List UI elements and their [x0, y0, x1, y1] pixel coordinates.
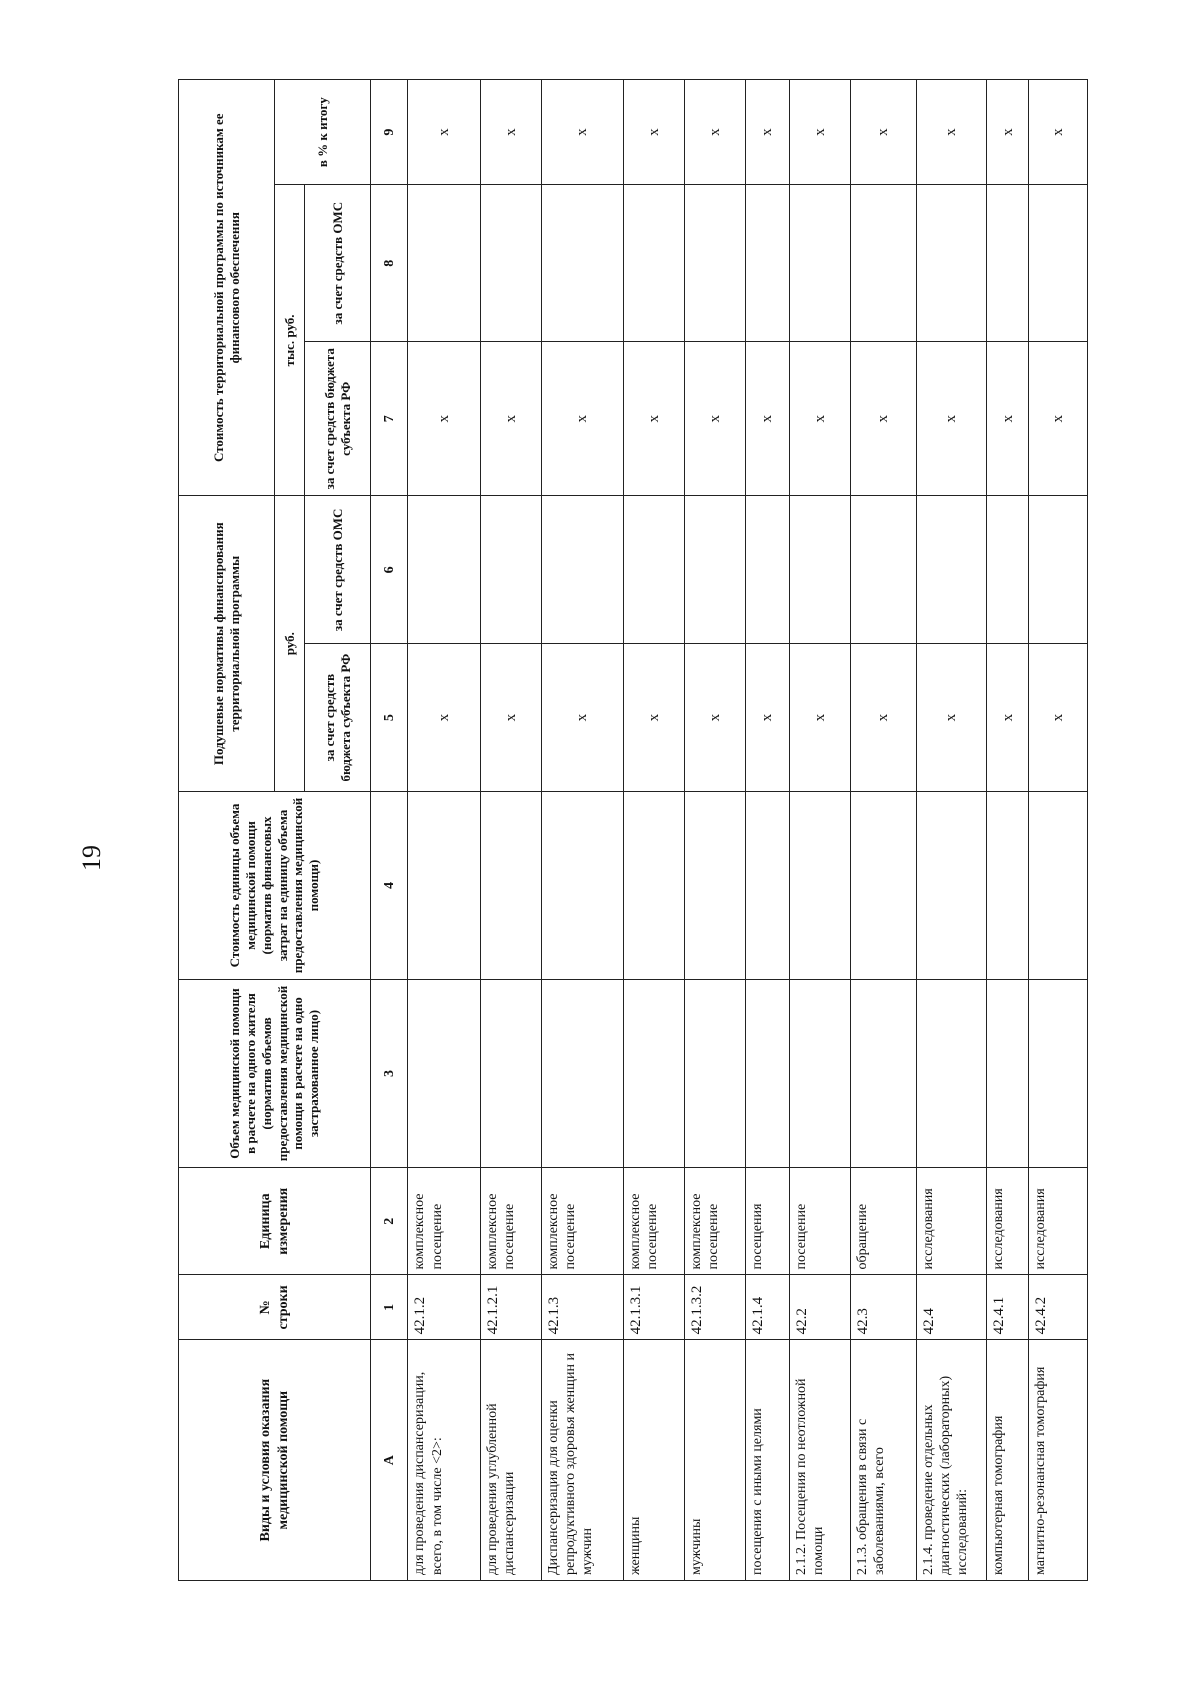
- table-row: [745, 80, 790, 1581]
- cell-col-7: х: [745, 342, 790, 496]
- row-label: для проведения углубленной диспансеризации: [481, 1340, 542, 1581]
- cell-col-8: [916, 185, 986, 342]
- cell-col-3: [481, 979, 542, 1167]
- cell-col-5: х: [408, 644, 481, 792]
- header-group-cost: Стоимость территориальной программы по источникам ее финансового обеспечения: [179, 80, 275, 496]
- cell-col-8: [542, 185, 624, 342]
- cell-col-7: х: [624, 342, 685, 496]
- cell-col-8: [684, 185, 745, 342]
- row-number: 42.1.3: [542, 1275, 624, 1340]
- header-norm-unit: руб.: [275, 496, 305, 791]
- cell-col-3: [624, 979, 685, 1167]
- cell-col-3: [987, 979, 1029, 1167]
- header-col-5: за счет средств бюджета субъекта РФ: [305, 644, 371, 792]
- cell-col-4: [542, 791, 624, 979]
- row-number: 42.4.2: [1029, 1275, 1088, 1340]
- cell-col-7: х: [987, 342, 1029, 496]
- row-number: 42.1.3.1: [624, 1275, 685, 1340]
- row-number: 42.1.4: [745, 1275, 790, 1340]
- cell-col-3: [745, 979, 790, 1167]
- row-unit: исследования: [1029, 1168, 1088, 1275]
- row-label: магнитно-резонансная томография: [1029, 1340, 1088, 1581]
- row-label: 2.1.2. Посещения по неотложной помощи: [790, 1340, 851, 1581]
- cell-col-5: х: [987, 644, 1029, 792]
- cell-col-9: х: [745, 80, 790, 185]
- cell-col-9: х: [684, 80, 745, 185]
- cell-col-9: х: [916, 80, 986, 185]
- col-number: 3: [371, 979, 408, 1167]
- row-label: 2.1.4. проведение отдельных диагностических (лабораторных) исследований:: [916, 1340, 986, 1581]
- cell-col-4: [481, 791, 542, 979]
- row-unit: комплексное посещение: [408, 1168, 481, 1275]
- cell-col-9: х: [1029, 80, 1088, 185]
- cell-col-4: [851, 791, 917, 979]
- header-col-2: Единица измерения: [179, 1168, 371, 1275]
- cell-col-6: [987, 496, 1029, 644]
- row-number: 42.4.1: [987, 1275, 1029, 1340]
- cell-col-7: х: [481, 342, 542, 496]
- cell-col-7: х: [1029, 342, 1088, 496]
- cell-col-8: [987, 185, 1029, 342]
- cell-col-4: [916, 791, 986, 979]
- header-col-8: за счет средств ОМС: [305, 185, 371, 342]
- cell-col-9: х: [481, 80, 542, 185]
- col-number: 6: [371, 496, 408, 644]
- row-label: посещения с иными целями: [745, 1340, 790, 1581]
- cell-col-3: [542, 979, 624, 1167]
- row-number: 42.3: [851, 1275, 917, 1340]
- row-unit: комплексное посещение: [624, 1168, 685, 1275]
- cell-col-7: х: [684, 342, 745, 496]
- cell-col-3: [408, 979, 481, 1167]
- cell-col-4: [1029, 791, 1088, 979]
- cell-col-7: х: [916, 342, 986, 496]
- cell-col-5: х: [481, 644, 542, 792]
- table-row: [481, 80, 542, 1581]
- cell-col-9: х: [624, 80, 685, 185]
- row-number: 42.1.2: [408, 1275, 481, 1340]
- cell-col-7: х: [542, 342, 624, 496]
- cell-col-6: [1029, 496, 1088, 644]
- cell-col-3: [1029, 979, 1088, 1167]
- table-row: [684, 80, 745, 1581]
- table-row: [624, 80, 685, 1581]
- table-row: [916, 80, 986, 1581]
- cell-col-5: х: [684, 644, 745, 792]
- cell-col-9: х: [790, 80, 851, 185]
- cell-col-6: [624, 496, 685, 644]
- cell-col-7: х: [408, 342, 481, 496]
- col-number: 2: [371, 1168, 408, 1275]
- cell-col-6: [408, 496, 481, 644]
- table-row: [851, 80, 917, 1581]
- row-label: мужчины: [684, 1340, 745, 1581]
- cell-col-9: х: [408, 80, 481, 185]
- header-col-1: № строки: [179, 1275, 371, 1340]
- cell-col-4: [790, 791, 851, 979]
- header-col-a: Виды и условия оказания медицинской помощи: [179, 1340, 371, 1581]
- cell-col-6: [481, 496, 542, 644]
- row-label: компьютерная томография: [987, 1340, 1029, 1581]
- cell-col-6: [745, 496, 790, 644]
- row-number: 42.4: [916, 1275, 986, 1340]
- cell-col-4: [684, 791, 745, 979]
- cell-col-5: х: [916, 644, 986, 792]
- col-number: 5: [371, 644, 408, 792]
- cell-col-3: [790, 979, 851, 1167]
- header-col-6: за счет средств ОМС: [305, 496, 371, 644]
- cell-col-9: х: [851, 80, 917, 185]
- financing-table: [178, 79, 1088, 1581]
- col-number: 4: [371, 791, 408, 979]
- cell-col-8: [745, 185, 790, 342]
- col-number: 8: [371, 185, 408, 342]
- row-unit: посещение: [790, 1168, 851, 1275]
- cell-col-4: [408, 791, 481, 979]
- row-label: Диспансеризация для оценки репродуктивного здоровья женщин и мужчин: [542, 1340, 624, 1581]
- cell-col-6: [790, 496, 851, 644]
- row-unit: посещения: [745, 1168, 790, 1275]
- col-number: 9: [371, 80, 408, 185]
- row-unit: комплексное посещение: [542, 1168, 624, 1275]
- cell-col-9: х: [542, 80, 624, 185]
- row-number: 42.1.3.2: [684, 1275, 745, 1340]
- col-number: 1: [371, 1275, 408, 1340]
- table-row: [790, 80, 851, 1581]
- row-unit: исследования: [916, 1168, 986, 1275]
- header-col-7: за счет средств бюджета субъекта РФ: [305, 342, 371, 496]
- cell-col-7: х: [851, 342, 917, 496]
- row-number: 42.2: [790, 1275, 851, 1340]
- table-row: [1029, 80, 1088, 1581]
- table-row: [542, 80, 624, 1581]
- col-number: 7: [371, 342, 408, 496]
- table-row: [408, 80, 481, 1581]
- cell-col-8: [624, 185, 685, 342]
- cell-col-6: [542, 496, 624, 644]
- col-number: А: [371, 1340, 408, 1581]
- cell-col-3: [851, 979, 917, 1167]
- cell-col-5: х: [851, 644, 917, 792]
- cell-col-8: [851, 185, 917, 342]
- header-col-4: Стоимость единицы объема медицинской помощи (норматив финансовых затрат на единицу объема предоставления медицинской помощи): [179, 791, 371, 979]
- header-col-9: в % к итогу: [275, 80, 371, 185]
- cell-col-5: х: [542, 644, 624, 792]
- row-label: женщины: [624, 1340, 685, 1581]
- cell-col-5: х: [790, 644, 851, 792]
- column-number-row: [371, 80, 408, 1581]
- cell-col-4: [745, 791, 790, 979]
- cell-col-8: [481, 185, 542, 342]
- row-unit: исследования: [987, 1168, 1029, 1275]
- row-number: 42.1.2.1: [481, 1275, 542, 1340]
- cell-col-8: [790, 185, 851, 342]
- cell-col-4: [987, 791, 1029, 979]
- row-unit: комплексное посещение: [481, 1168, 542, 1275]
- table-row: [987, 80, 1029, 1581]
- cell-col-6: [851, 496, 917, 644]
- row-label: 2.1.3. обращения в связи с заболеваниями, всего: [851, 1340, 917, 1581]
- row-label: для проведения диспансеризации, всего, в том числе <2>:: [408, 1340, 481, 1581]
- cell-col-5: х: [624, 644, 685, 792]
- cell-col-8: [408, 185, 481, 342]
- table-rotated-container: [178, 79, 1088, 1581]
- row-unit: комплексное посещение: [684, 1168, 745, 1275]
- header-col-3: Объем медицинской помощи в расчете на одного жителя (норматив объемов предоставления медицинской помощи в расчете на одно застрахованное лицо): [179, 979, 371, 1167]
- cell-col-9: х: [987, 80, 1029, 185]
- cell-col-8: [1029, 185, 1088, 342]
- cell-col-4: [624, 791, 685, 979]
- header-group-norm: Подушевые нормативы финансирования территориальной программы: [179, 496, 275, 791]
- page-number: 19: [77, 845, 106, 871]
- row-unit: обращение: [851, 1168, 917, 1275]
- cell-col-6: [684, 496, 745, 644]
- cell-col-5: х: [1029, 644, 1088, 792]
- cell-col-3: [684, 979, 745, 1167]
- cell-col-3: [916, 979, 986, 1167]
- cell-col-5: х: [745, 644, 790, 792]
- header-cost-unit: тыс. руб.: [275, 185, 305, 496]
- cell-col-7: х: [790, 342, 851, 496]
- cell-col-6: [916, 496, 986, 644]
